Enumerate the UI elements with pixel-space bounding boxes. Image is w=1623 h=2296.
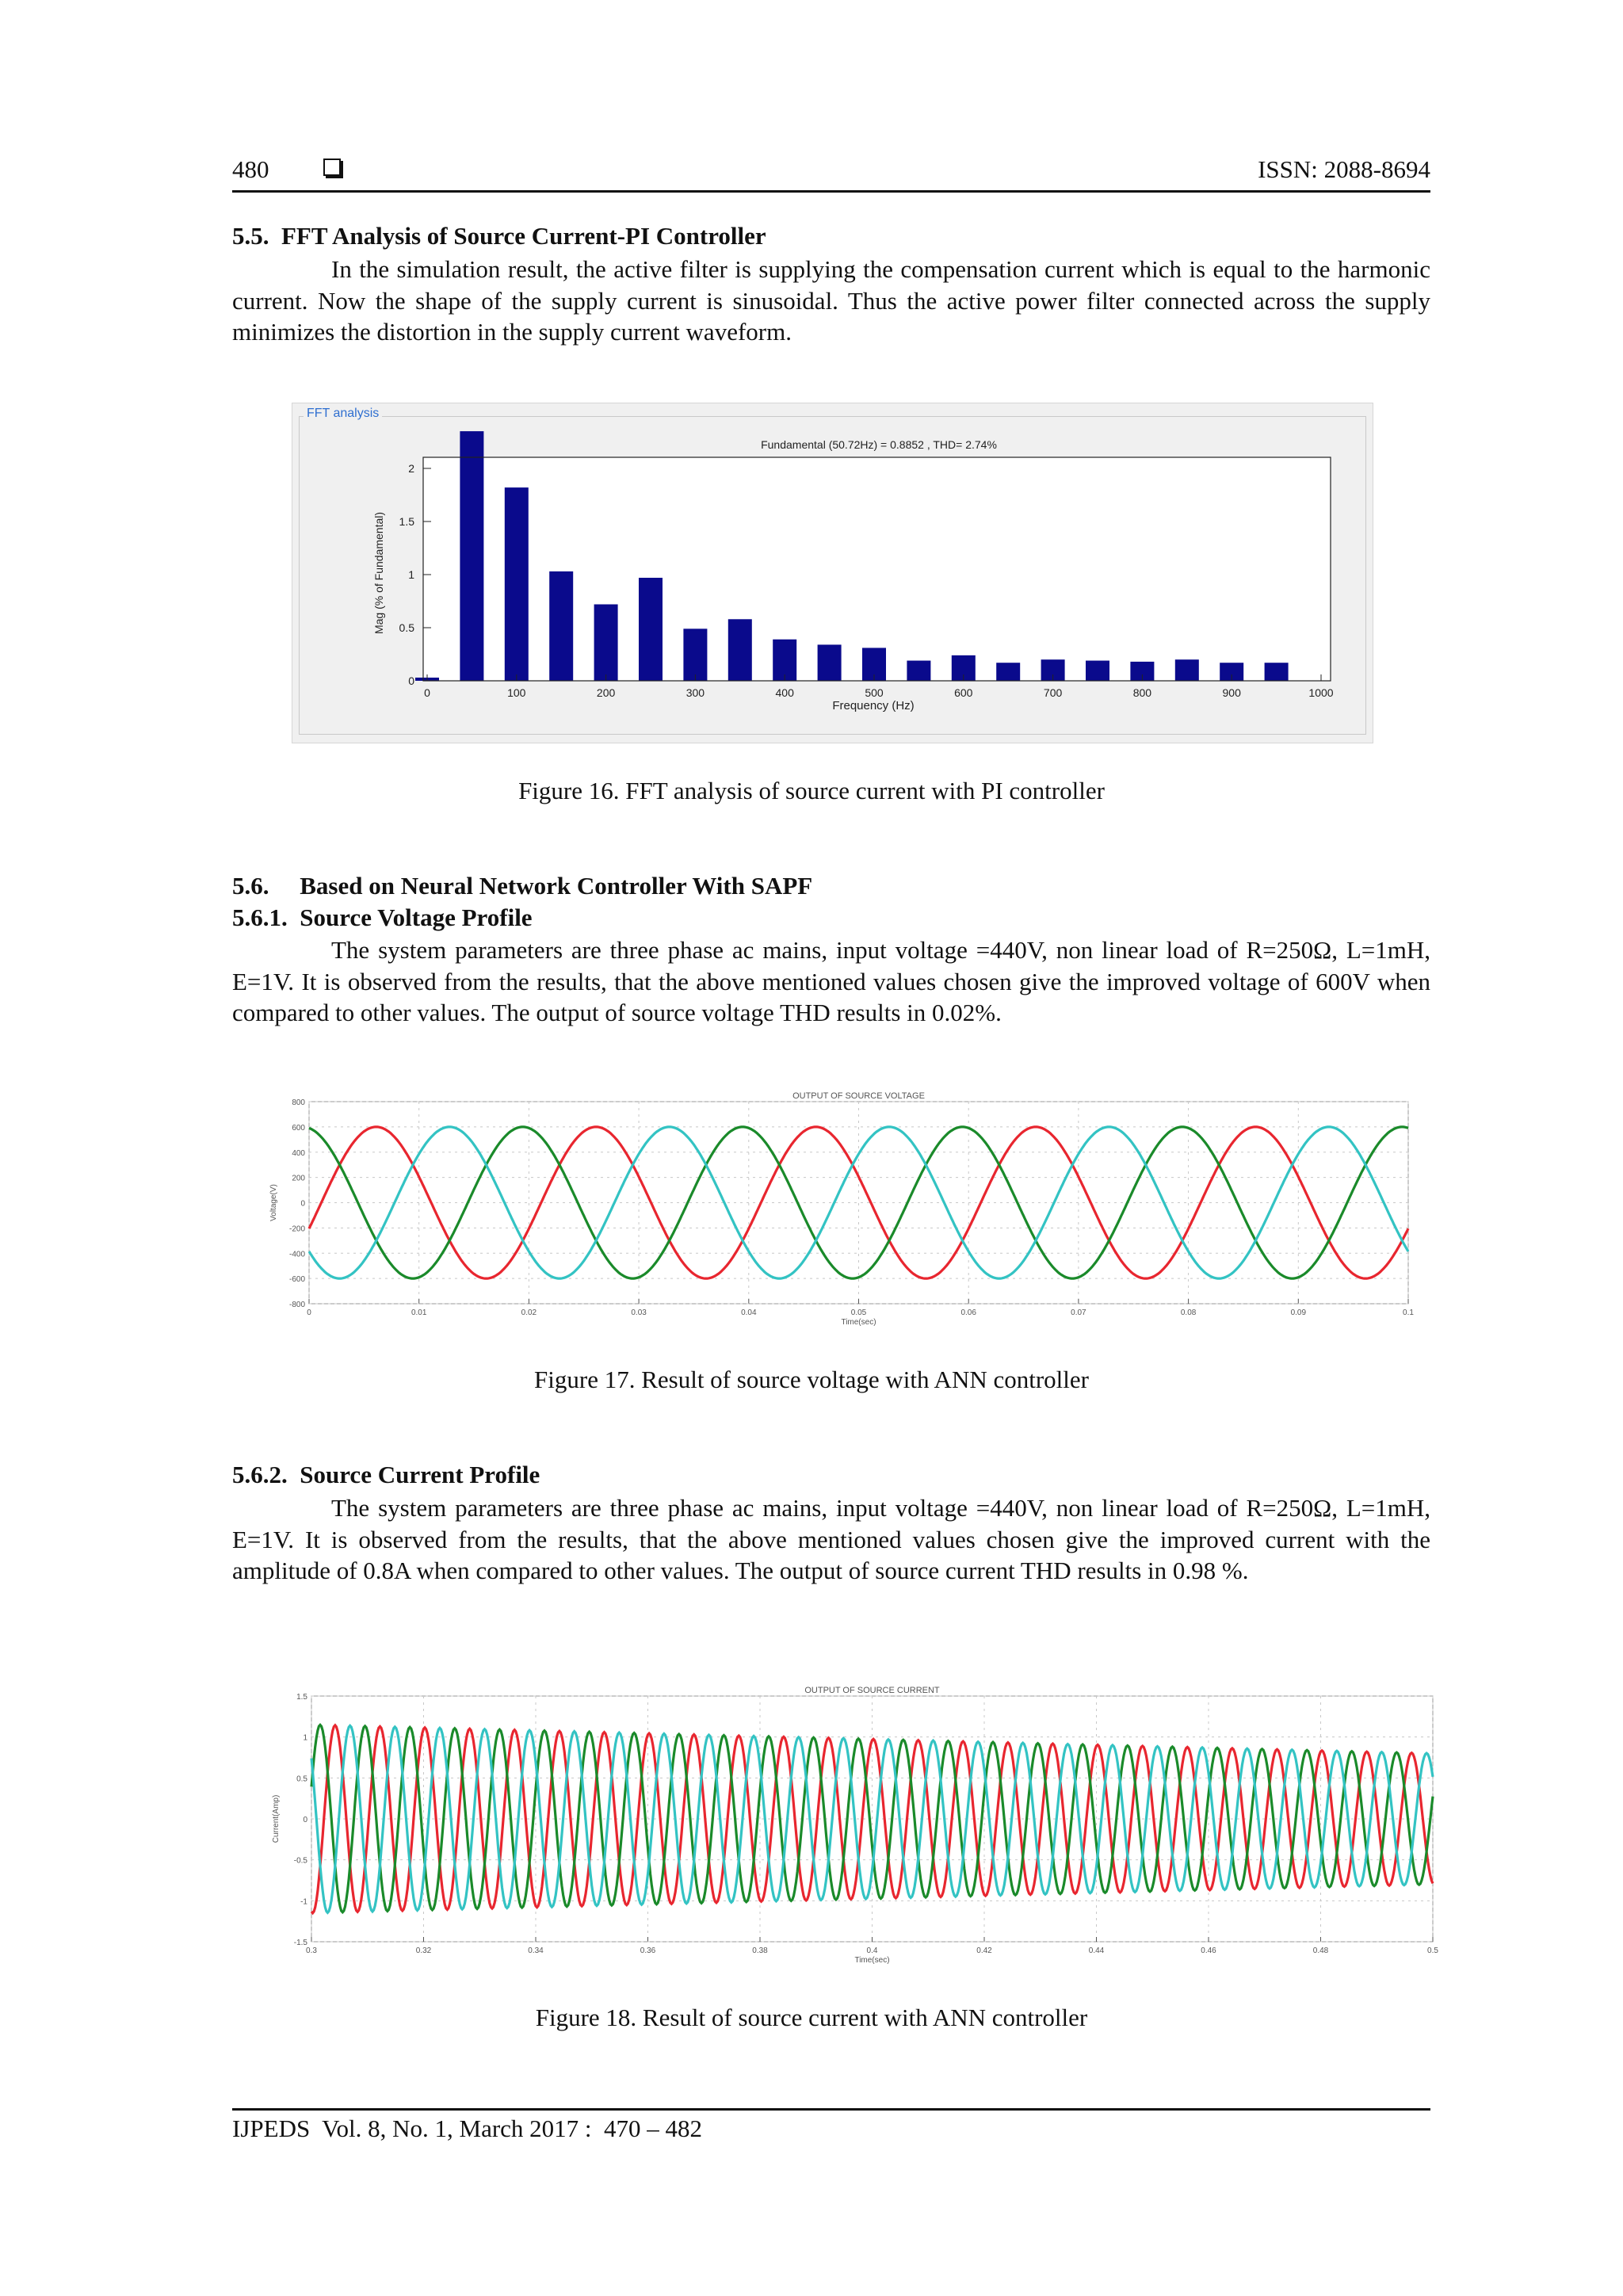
current-x-tick-label: 0.48 [1312,1946,1329,1955]
current-y-tick-label: 0.5 [296,1775,307,1784]
fft-x-tick-label: 700 [1043,686,1063,699]
fft-x-tick-label: 400 [775,686,794,699]
fft-x-tick-label: 500 [865,686,884,699]
current-x-tick-label: 0.5 [1427,1946,1438,1955]
voltage-x-tick-label: 0.09 [1290,1308,1307,1317]
voltage-x-tick-label: 0.03 [631,1308,647,1317]
fft-y-axis-label: Mag (% of Fundamental) [372,511,385,635]
section-paragraph-5-5: In the simulation result, the active filter is supplying the compensation current which is equal to the harmonic current. Now the shape of the supply current is sinusoidal. Thus the active power filter connected across the supply minimizes the distortion in the supply current waveform. [232,255,1430,346]
voltage-y-tick-label: -200 [288,1224,305,1234]
current-y-tick-label: 1.5 [296,1693,307,1702]
current-x-tick-label: 0.4 [866,1946,878,1955]
page-number: 480 [232,155,269,183]
fft-x-tick-label: 0 [424,686,430,699]
voltage-x-tick-label: 0.06 [960,1308,976,1317]
fft-y-tick-label: 2 [408,462,414,475]
fft-y-tick-label: 1.5 [399,515,414,528]
fft-bar [594,605,618,681]
voltage-x-tick-label: 0.04 [741,1308,757,1317]
figure-18-caption: Figure 18. Result of source current with ANN controller [535,2004,1088,2031]
voltage-x-tick-label: 0.05 [850,1308,867,1317]
current-x-tick-label: 0.42 [976,1946,992,1955]
current-x-tick-label: 0.38 [752,1946,768,1955]
current-y-tick-label: -0.5 [293,1856,307,1866]
fft-bar [818,644,842,681]
footer-rule [232,2108,1430,2111]
fft-x-tick-label: 900 [1222,686,1241,699]
section-heading-5-6-2: 5.6.2. Source Current Profile [232,1461,540,1488]
figure-18-current-chart [272,1672,1458,1989]
current-y-tick-label: 0 [303,1816,307,1824]
fft-x-tick-label: 200 [596,686,616,699]
fft-bar [639,578,663,681]
current-y-tick-label: 1 [303,1733,307,1743]
fft-bar [1175,659,1199,681]
footer-citation: IJPEDS Vol. 8, No. 1, March 2017 : 470 – 482 [232,2115,703,2142]
voltage-y-tick-label: 600 [292,1123,305,1133]
figure-16-caption: Figure 16. FFT analysis of source current with PI controller [518,777,1105,804]
voltage-title: OUTPUT OF SOURCE VOLTAGE [792,1091,925,1101]
fft-y-tick-label: 1 [408,568,414,581]
current-y-axis-label: Current(Amp) [272,1794,281,1843]
fft-x-tick-label: 1000 [1308,686,1334,699]
fft-x-tick-label: 600 [954,686,973,699]
voltage-y-tick-label: -600 [288,1275,305,1285]
fft-bar [1265,663,1289,681]
fft-y-tick-label: 0 [408,674,414,687]
square-bullet-icon [323,159,341,176]
fft-x-axis-label: Frequency (Hz) [832,699,915,712]
current-x-tick-label: 0.3 [306,1946,317,1955]
issn: ISSN: 2088-8694 [1258,155,1430,183]
current-x-tick-label: 0.32 [415,1946,432,1955]
section-heading-5-5: 5.5. FFT Analysis of Source Current-PI Controller [232,222,766,250]
voltage-x-tick-label: 0.08 [1180,1308,1197,1317]
fft-title: Fundamental (50.72Hz) = 0.8852 , THD= 2.74% [761,438,997,451]
voltage-x-tick-label: 0.07 [1071,1308,1086,1317]
voltage-y-tick-label: -800 [288,1301,305,1309]
current-y-tick-label: -1.5 [293,1939,307,1947]
fft-bar [549,571,573,681]
fft-bar [996,663,1020,681]
figure-17-caption: Figure 17. Result of source voltage with ANN controller [534,1366,1089,1393]
voltage-x-tick-label: 0.02 [521,1308,537,1317]
figure-17-voltage-chart [255,1086,1412,1331]
voltage-y-tick-label: 0 [300,1199,305,1209]
voltage-y-tick-label: 400 [292,1148,305,1158]
fft-bar [505,487,529,681]
voltage-x-tick-label: 0.1 [1403,1308,1414,1317]
section-heading-5-6: 5.6. Based on Neural Network Controller With SAPF [232,872,813,900]
fft-x-tick-label: 300 [685,686,705,699]
current-x-tick-label: 0.36 [640,1946,656,1955]
section-paragraph-5-6-2: The system parameters are three phase ac mains, input voltage =440V, non linear load of R=250Ω, L=1mH, E=1V. It is observed from the results, that the above mentioned values chosen give the improved current with the amplitude of 0.8A when compared to other values. The output of source current THD results in 0.98 %. [232,1494,1430,1584]
current-x-axis-label: Time(sec) [854,1956,890,1965]
fft-y-tick-label: 0.5 [399,621,414,634]
voltage-x-axis-label: Time(sec) [841,1318,876,1327]
fft-bar [1086,661,1109,681]
voltage-x-tick-label: 0.01 [411,1308,427,1317]
current-y-tick-label: -1 [300,1897,307,1907]
fft-bar [460,431,483,681]
header-rule [232,190,1430,193]
current-x-tick-label: 0.44 [1088,1946,1105,1955]
voltage-y-axis-label: Voltage(V) [269,1184,278,1221]
fft-panel-title: FFT analysis [304,407,382,421]
figure-16 [292,403,1373,743]
current-title: OUTPUT OF SOURCE CURRENT [804,1686,940,1695]
fft-bar [907,661,930,681]
current-x-tick-label: 0.46 [1201,1946,1216,1955]
voltage-x-tick-label: 0 [307,1308,311,1317]
fft-chart [292,403,1373,743]
fft-x-tick-label: 100 [507,686,526,699]
section-heading-5-6-1: 5.6.1. Source Voltage Profile [232,904,533,931]
fft-x-tick-label: 800 [1132,686,1152,699]
fft-bar [683,628,707,681]
voltage-y-tick-label: 200 [292,1174,305,1183]
current-x-tick-label: 0.34 [528,1946,544,1955]
fft-bar [728,619,752,681]
section-paragraph-5-6-1: The system parameters are three phase ac mains, input voltage =440V, non linear load of R=250Ω, L=1mH, E=1V. It is observed from the results, that the above mentioned values chosen give the improved voltage of 600V when compared to other values. The output of source voltage THD results in 0.02%. [232,936,1430,1026]
voltage-y-tick-label: -400 [288,1250,305,1259]
voltage-y-tick-label: 800 [292,1098,305,1107]
